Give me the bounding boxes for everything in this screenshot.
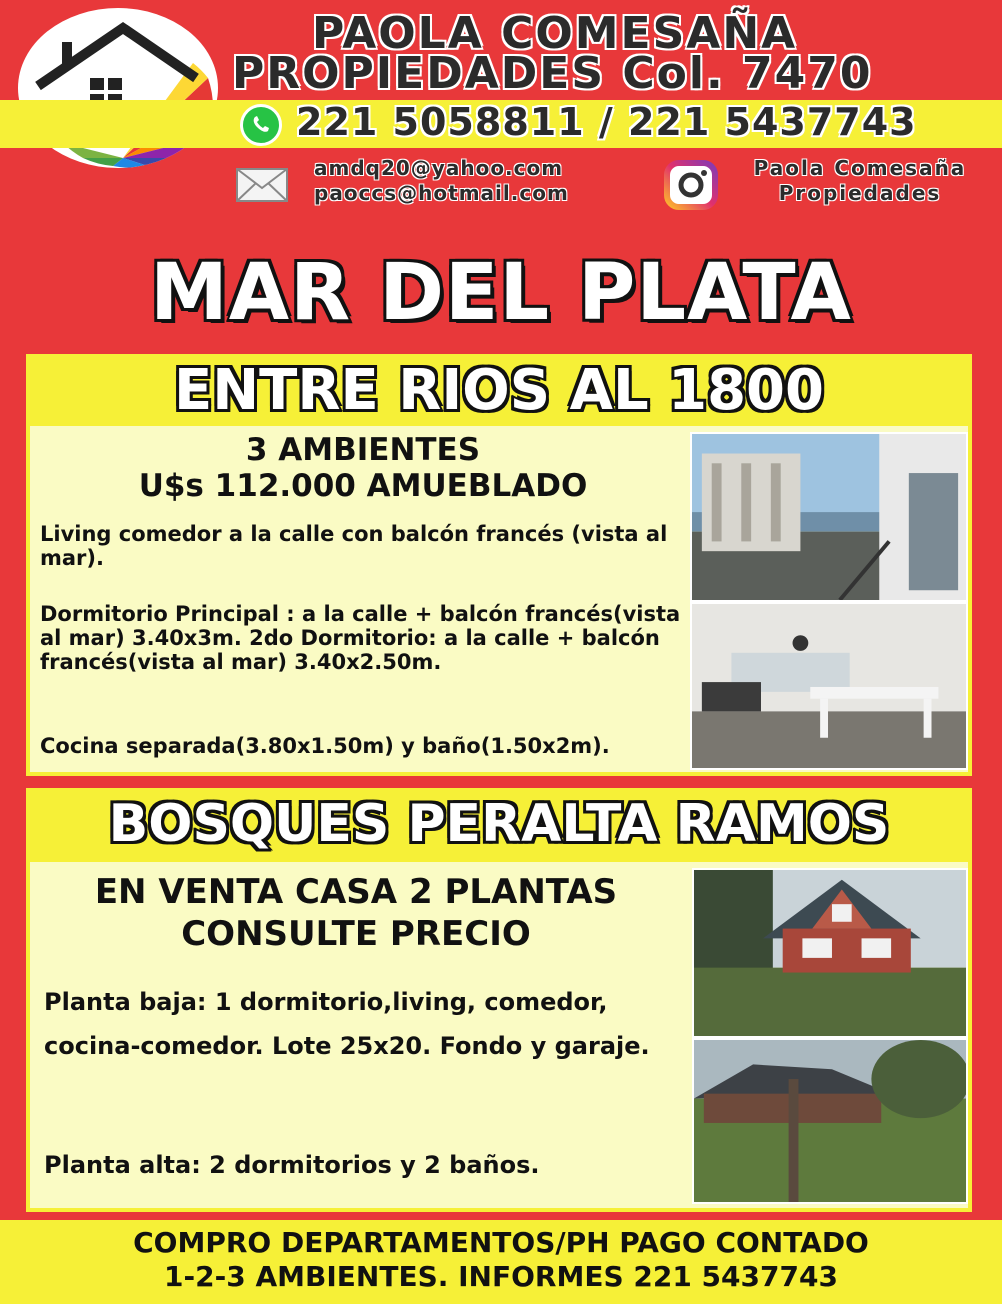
listing-2-price: CONSULTE PRECIO <box>181 914 531 954</box>
instagram-handle-line1: Paola Comesaña <box>753 156 967 180</box>
listing-1-description-bedrooms: Dormitorio Principal : a la calle + balcón francés(vista al mar) 3.40x3m. 2do Dormitorio: a la calle + balcón francés(vista al mar) 3.40x2.50m. <box>40 602 681 674</box>
instagram-icon[interactable] <box>664 160 718 214</box>
company-name: PAOLA COMESAÑA <box>312 8 798 59</box>
listing-1-photo-living-room <box>690 602 968 770</box>
city-title: MAR DEL PLATA <box>150 248 852 338</box>
instagram-handle-line2: Propiedades <box>778 181 942 205</box>
email-list <box>314 156 569 206</box>
listing-1-price: U$s 112.000 AMUEBLADO <box>138 468 588 504</box>
listing-2-photo-garden <box>692 1038 968 1204</box>
listing-2-heading-wrap <box>26 788 972 862</box>
listing-2-description-ground-floor: Planta baja: 1 dormitorio,living, comedor, cocina-comedor. Lote 25x20. Fondo y garaje. <box>44 988 650 1060</box>
listing-1-photo-sea-view <box>690 432 968 602</box>
listing-2-description-upper-floor: Planta alta: 2 dormitorios y 2 baños. <box>44 1151 540 1179</box>
email-link-hotmail[interactable]: paoccs@hotmail.com <box>314 181 569 205</box>
listing-1-description-kitchen: Cocina separada(3.80x1.50m) y baño(1.50x2m). <box>40 734 610 758</box>
instagram-handle[interactable] <box>732 156 988 206</box>
mail-icon <box>236 168 288 206</box>
listing-1-rooms: 3 AMBIENTES <box>245 432 481 468</box>
listing-2-sale-type: EN VENTA CASA 2 PLANTAS <box>94 872 618 912</box>
phone-numbers[interactable]: 221 5058811 / 221 5437743 <box>296 100 917 144</box>
listing-1-heading-wrap <box>26 354 972 426</box>
email-link-yahoo[interactable]: amdq20@yahoo.com <box>314 156 564 180</box>
listing-1-heading: ENTRE RIOS AL 1800 <box>174 358 824 423</box>
listing-2-heading: BOSQUES PERALTA RAMOS <box>108 794 890 854</box>
listing-2-photo-house-front <box>692 868 968 1038</box>
footer-contact: 1-2-3 AMBIENTES. INFORMES 221 5437743 <box>164 1260 838 1293</box>
company-subtitle: PROPIEDADES Col. 7470 <box>232 48 873 99</box>
whatsapp-icon <box>240 104 282 146</box>
listing-1-description-living: Living comedor a la calle con balcón francés (vista al mar). <box>40 522 668 570</box>
footer-buying-notice: COMPRO DEPARTAMENTOS/PH PAGO CONTADO <box>133 1226 869 1259</box>
